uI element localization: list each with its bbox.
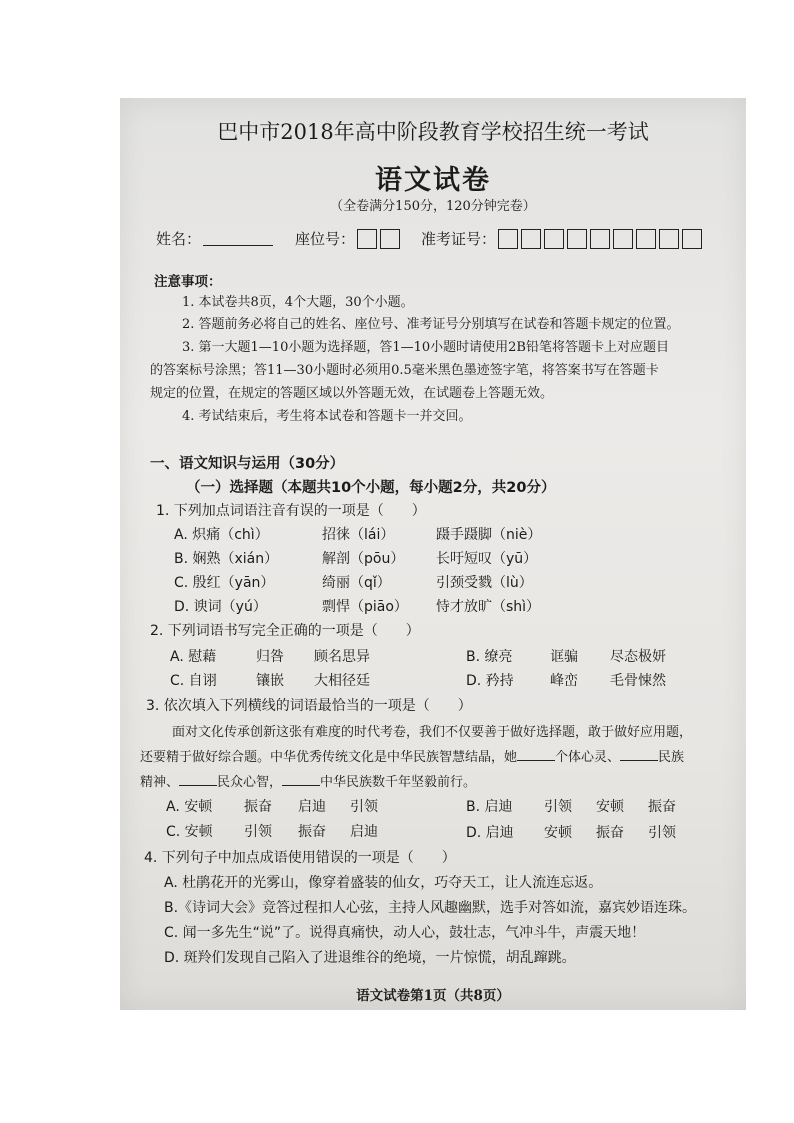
note-line: 规定的位置，在规定的答题区域以外答题无效，在试题卷上答题无效。 [150, 386, 554, 401]
q3-option: 振奋 [244, 799, 272, 815]
q3-option: 引领 [544, 799, 572, 815]
q1-option: 招徕（lái） [322, 527, 395, 543]
q3-option: 安顿 [544, 825, 572, 841]
subsection-heading: （一）选择题（本题共10个小题，每小题2分，共20分） [186, 480, 556, 496]
q3-passage-line: 面对文化传承创新这张有难度的时代考卷，我们不仅要善于做好选择题，敢于做好应用题， [172, 725, 693, 740]
q2-option: 诓骗 [550, 649, 578, 665]
seat-label: 座位号： [295, 230, 356, 248]
q3-option: C. 安顿 [166, 824, 213, 840]
q2-option: 镶嵌 [256, 673, 284, 689]
exam-box[interactable] [682, 229, 702, 249]
exam-box[interactable] [590, 229, 610, 249]
q2-option: A. 慰藉 [170, 649, 217, 665]
q3-passage-line [140, 746, 684, 765]
exam-number-boxes[interactable] [498, 229, 705, 249]
q1-option: 恃才放旷（shì） [436, 599, 541, 615]
q1-option: 绮丽（qǐ） [322, 575, 391, 591]
q2-option: 毛骨悚然 [610, 673, 666, 689]
page-footer: 语文试卷第1页（共8页） [356, 988, 510, 1004]
q2-option: 大相径廷 [314, 673, 370, 689]
section-heading: 一、语文知识与运用（30分） [150, 456, 345, 472]
seat-box[interactable] [380, 229, 400, 249]
passage-text: 精神、 [140, 775, 180, 790]
name-label: 姓名： [156, 230, 202, 248]
q1-option: D. 谀词（yú） [174, 599, 267, 615]
q2-option: 尽态极妍 [610, 649, 666, 665]
exam-box[interactable] [521, 229, 541, 249]
q3-option: 引领 [244, 824, 272, 840]
q1-option: B. 娴熟（xián） [174, 551, 279, 567]
q4-option: D. 斑羚们发现自己陷入了进退维谷的绝境，一片惊慌，胡乱蹿跳。 [164, 950, 576, 966]
q3-option: 启迪 [350, 824, 378, 840]
q3-option: 引领 [350, 799, 378, 815]
note-line: 4. 考试结束后，考生将本试卷和答题卡一并交回。 [182, 409, 472, 424]
note-line: 2. 答题前务必将自己的姓名、座位号、准考证号分别填写在试卷和答题卡规定的位置。 [182, 317, 680, 332]
q3-option: A. 安顿 [166, 799, 213, 815]
q2-option: D. 矜持 [466, 673, 514, 689]
q1-option: 蹑手蹑脚（niè） [436, 527, 542, 543]
q3-option: D. 启迪 [466, 825, 514, 841]
fill-blank[interactable] [620, 748, 658, 761]
subject-title: 语文试卷 [375, 165, 491, 196]
question-1-stem: 1. 下列加点词语注音有误的一项是（ ） [156, 503, 426, 519]
q3-option: 启迪 [298, 799, 326, 815]
fill-blank[interactable] [179, 773, 217, 786]
q3-option: 振奋 [596, 825, 624, 841]
exam-subtitle: （全卷满分150分，120分钟完卷） [330, 199, 536, 214]
exam-title: 巴中市2018年高中阶段教育学校招生统一考试 [217, 120, 649, 144]
q2-option: 归咎 [256, 649, 284, 665]
q1-option: 长吁短叹（yū） [436, 551, 538, 567]
exam-box[interactable] [613, 229, 633, 249]
passage-text: 还要精于做好综合题。中华优秀传统文化是中华民族智慧结晶，她 [140, 750, 518, 765]
exam-number-label: 准考证号： [421, 230, 497, 248]
notes-heading: 注意事项： [154, 274, 222, 290]
question-3-stem: 3. 依次填入下列横线的词语最恰当的一项是（ ） [146, 698, 472, 714]
note-line: 3. 第一大题1—10小题为选择题，答1—10小题时请使用2B铅笔将答题卡上对应题目 [182, 340, 669, 355]
seat-number-boxes[interactable] [357, 229, 403, 249]
candidate-info-row [156, 228, 705, 249]
note-line: 1. 本试卷共8页，4个大题，30个小题。 [182, 295, 414, 310]
q1-option: A. 炽痛（chì） [174, 527, 269, 543]
passage-text: 个体心灵、 [555, 750, 621, 765]
q3-option: 振奋 [298, 824, 326, 840]
q1-option: 引颈受戮（lù） [436, 575, 533, 591]
name-field[interactable] [203, 231, 273, 246]
fill-blank[interactable] [282, 773, 320, 786]
exam-box[interactable] [544, 229, 564, 249]
fill-blank[interactable] [517, 748, 555, 761]
passage-text: 民众心智， [217, 775, 283, 790]
question-2-stem: 2. 下列词语书写完全正确的一项是（ ） [150, 623, 420, 639]
q3-passage-line [140, 771, 476, 790]
note-line: 的答案标号涂黑；答11—30小题时必须用0.5毫米黑色墨迹签字笔，将答案书写在答题卡 [150, 363, 659, 378]
q2-option: C. 自诩 [170, 673, 217, 689]
q1-option: 解剖（pōu） [322, 551, 405, 567]
passage-text: 中华民族数千年坚毅前行。 [320, 775, 477, 790]
exam-box[interactable] [659, 229, 679, 249]
q1-option: 剽悍（piāo） [322, 599, 408, 615]
q3-option: 引领 [648, 825, 676, 841]
exam-paper [120, 98, 746, 1010]
passage-text: 民族 [658, 750, 685, 765]
question-4-stem: 4. 下列句子中加点成语使用错误的一项是（ ） [144, 850, 456, 866]
exam-box[interactable] [498, 229, 518, 249]
q4-option: C. 闻一多先生“说”了。说得真痛快，动人心，鼓壮志，气冲斗牛，声震天地！ [164, 925, 646, 941]
q3-option: B. 启迪 [466, 799, 513, 815]
exam-box[interactable] [567, 229, 587, 249]
exam-box[interactable] [636, 229, 656, 249]
q4-option: A. 杜鹃花开的光雾山，像穿着盛装的仙女，巧夺天工，让人流连忘返。 [164, 875, 603, 891]
seat-box[interactable] [357, 229, 377, 249]
q3-option: 安顿 [596, 799, 624, 815]
q1-option: C. 殷红（yān） [174, 575, 275, 591]
q2-option: 顾名思异 [314, 649, 370, 665]
q2-option: B. 缭亮 [466, 649, 513, 665]
q4-option: B.《诗词大会》竞答过程扣人心弦，主持人风趣幽默，选手对答如流，嘉宾妙语连珠。 [164, 900, 697, 916]
q3-option: 振奋 [648, 799, 676, 815]
q2-option: 峰峦 [550, 673, 578, 689]
